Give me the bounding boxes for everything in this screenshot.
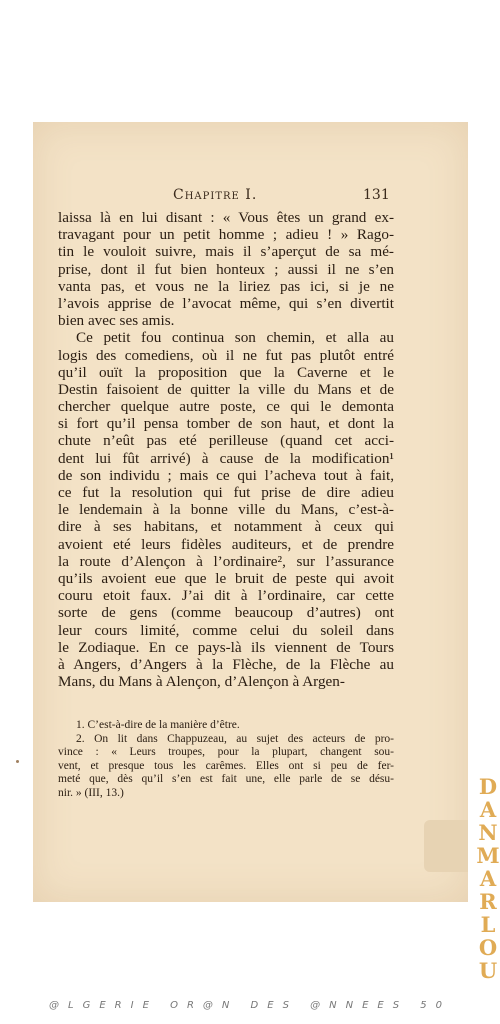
text-line: qu’ils avoient eue que le bruit de peste qui avoit — [58, 569, 394, 587]
body-text — [58, 209, 394, 690]
footnote-line: vince : « Leurs troupes, pour la plupart, changent sou- — [58, 746, 394, 759]
text-line: logis des comediens, où il ne fut pas plutôt entré — [58, 346, 394, 364]
text-line: si fort qu’il pensa tomber de son haut, et dont la — [58, 415, 394, 433]
page-stain — [424, 820, 468, 872]
footnotes — [58, 719, 394, 801]
text-line: sorte de gens (comme beaucoup d’autres) ont — [58, 604, 394, 622]
footnote-line: vent, et presque tous les carêmes. Elles ont si peu de fer- — [58, 759, 394, 772]
text-line: Ce petit fou continua son chemin, et alla au — [76, 329, 394, 347]
ink-spot — [16, 760, 19, 763]
footer-watermark: @LGERIE OR@N DES @NNEES 50 — [49, 1000, 451, 1011]
footnote-line: meté que, dès qu’il s’en est fait une, elle parle de se désu- — [58, 773, 394, 786]
text-line: avoient eté leurs fidèles auditeurs, et de prendre — [58, 535, 394, 553]
text-line: couru etoit faux. J’ai dit à l’ordinaire, car cette — [58, 587, 394, 605]
vertical-watermark: D A N M A R L O U — [476, 774, 500, 983]
text-line: laissa là en lui disant : « Vous êtes un grand ex- — [58, 209, 394, 226]
text-line: chute n’eût pas eté perilleuse (quand cet acci- — [58, 432, 394, 450]
text-line: tin le vouloit suivre, mais il s’aperçut de sa mé- — [58, 243, 394, 261]
text-line: le Zodiaque. En ce pays-là ils viennent de Tours — [58, 638, 394, 656]
text-line: Destin faisoient de quitter la ville du Mans et de — [58, 380, 394, 398]
page-number: 131 — [363, 187, 390, 203]
footnote-line: nir. » (III, 13.) — [58, 786, 124, 799]
book-page — [33, 122, 468, 902]
chapter-title: Chapitre I. — [173, 187, 258, 203]
text-line: ce fut la resolution qui fut prise de dire adieu — [58, 484, 394, 501]
text-line: Mans, du Mans à Alençon, d’Alençon à Argen- — [58, 673, 345, 691]
text-line: prise, dont il fut bien honteux ; aussi il ne s’en — [58, 260, 394, 278]
text-line: la route d’Alençon à l’ordinaire², sur l’assurance — [58, 552, 394, 570]
text-line: à Angers, d’Angers à la Flèche, de la Flèche au — [58, 655, 394, 673]
text-line: chercher quelque autre poste, ce qui le demonta — [58, 398, 394, 416]
footnote-line: 2. On lit dans Chappuzeau, au sujet des acteurs de pro- — [76, 732, 394, 745]
text-line: l’avois apprise de l’avocat même, qui s’en divertit — [58, 294, 394, 312]
text-line: dire à ses habitans, et notamment à ceux qui — [58, 518, 394, 536]
text-line: le lendemain à la bonne ville du Mans, c’est-à- — [58, 501, 394, 519]
text-line: vanta pas, et vous ne la liriez pas ici, si je ne — [58, 277, 394, 295]
text-line: de son individu ; mais ce qui l’acheva tout à fait, — [58, 466, 394, 484]
text-line: leur cours limité, comme celui du soleil dans — [58, 621, 394, 639]
text-line: dent lui fût arrivé) à cause de la modification¹ — [58, 449, 394, 467]
text-line: bien avec ses amis. — [58, 312, 175, 330]
text-line: travagant pour un petit homme ; adieu ! » Rago- — [58, 226, 394, 244]
running-header — [33, 187, 468, 207]
footnote-line: 1. C’est-à-dire de la manière d’être. — [76, 719, 240, 731]
text-line: qu’il ouït la proposition que la Caverne et le — [58, 363, 394, 381]
